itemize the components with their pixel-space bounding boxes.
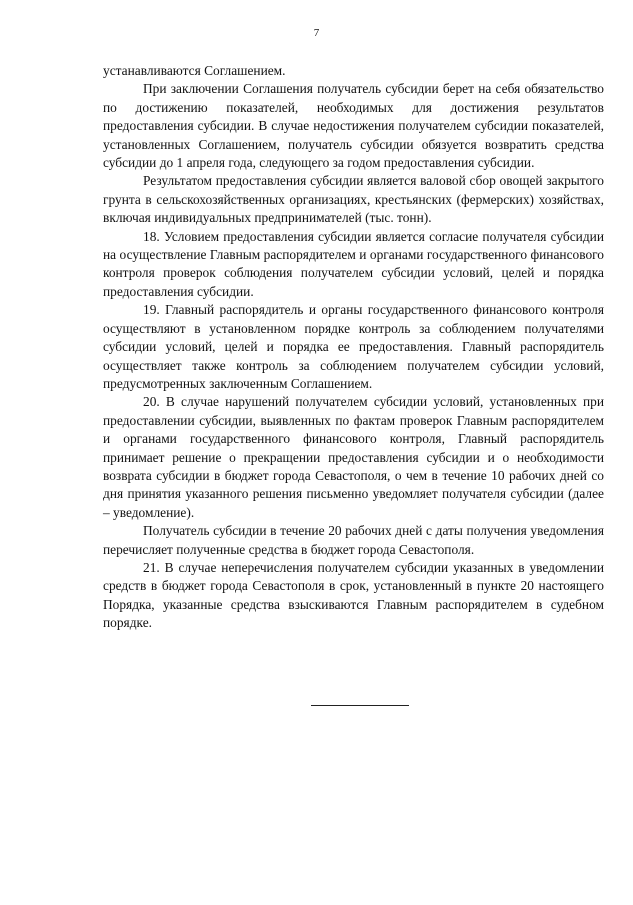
paragraph-continuation: устанавливаются Соглашением. [103, 63, 286, 78]
page-number: 7 [313, 27, 320, 39]
paragraph-item-19: 19. Главный распорядитель и органы государственного финансового контроля осуществляют в установленном порядке контроль за соблюдением получателями субсидии условий, целей и порядка ее предоставления. Главный распорядитель осуществляет также контроль за соблюдением получателем субсидии условий, предусмотренных заключенным Соглашением. [103, 302, 604, 391]
paragraph-item-18: 18. Условием предоставления субсидии является согласие получателя субсидии на осуществление Главным распорядителем и органами государственного финансового контроля проверок соблюдения получателем субсидии условий, целей и порядка предоставления субсидии. [103, 228, 604, 299]
document-body [103, 62, 604, 633]
paragraph-refund-deadline: Получатель субсидии в течение 20 рабочих дней с даты получения уведомления перечисляет полученные средства в бюджет города Севастополя. [103, 523, 604, 557]
end-separator-line [311, 705, 409, 706]
paragraph-agreement-obligation: При заключении Соглашения получатель субсидии берет на себя обязательство по достижению показателей, необходимых для достижения результатов предоставления субсидии. В случае недостижения получателем субсидии показателей, установленных Соглашением, получатель субсидии обязуется возвратить средства субсидии до 1 апреля года, следующего за годом предоставления субсидии. [103, 81, 604, 171]
paragraph-item-20: 20. В случае нарушений получателем субсидии условий, установленных при предоставлении субсидии, выявленных по фактам проверок Главным распорядителем и органами государственного финансового контроля, Главный распорядитель принимает решение о прекращении предоставления субсидии и о необходимости возврата субсидии в бюджет города Севастополя, о чем в течение 10 рабочих дней со дня принятия указанного решения письменно уведомляет получателя субсидии (далее – уведомление). [103, 394, 604, 520]
paragraph-item-21: 21. В случае неперечисления получателем субсидии указанных в уведомлении средств в бюджет города Севастополя в срок, установленный в пункте 20 настоящего Порядка, указанные средства взыскиваются Главным распорядителем в судебном порядке. [103, 559, 604, 631]
paragraph-subsidy-result: Результатом предоставления субсидии является валовой сбор овощей закрытого грунта в сельскохозяйственных организациях, крестьянских (фермерских) хозяйствах, включая индивидуальных предпринимателей (тыс. тонн). [103, 173, 604, 226]
